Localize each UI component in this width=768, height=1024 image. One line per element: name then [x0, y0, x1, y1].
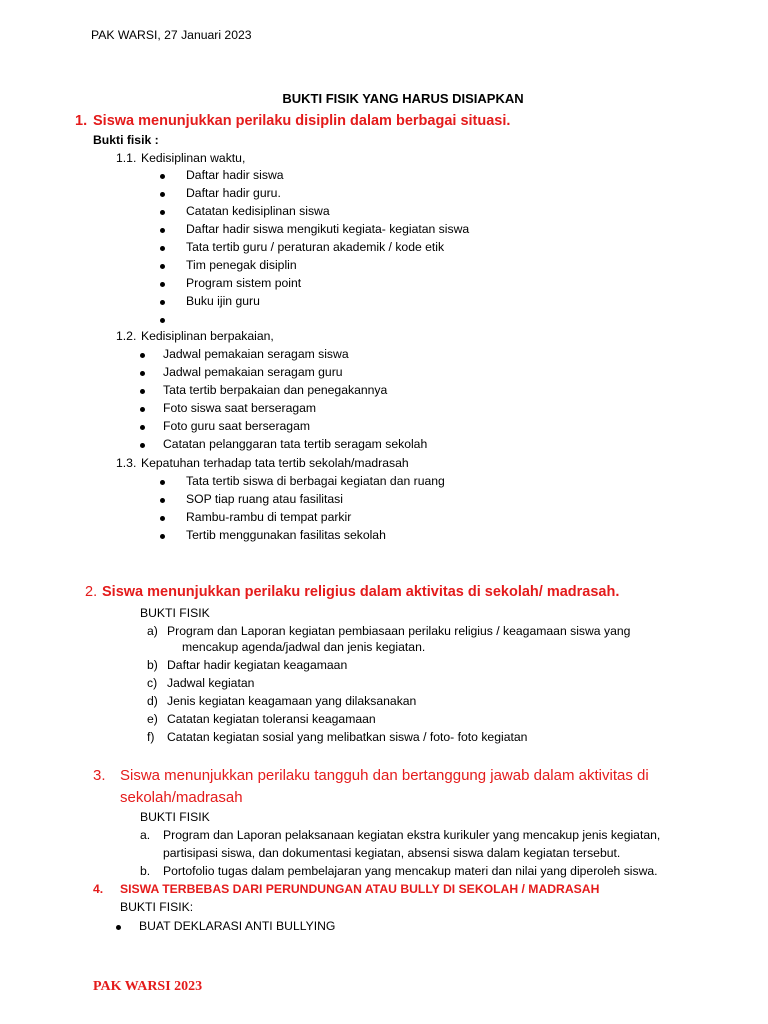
bullet-icon [160, 264, 165, 269]
section-1-heading: Siswa menunjukkan perilaku disiplin dalam berbagai situasi. [93, 113, 511, 129]
bullet-icon [160, 228, 165, 233]
list-marker: f) [147, 730, 155, 744]
list-item: Tata tertib siswa di berbagai kegiatan dan ruang [186, 474, 445, 488]
list-item: Catatan kedisiplinan siswa [186, 204, 330, 218]
page-footer: PAK WARSI 2023 [93, 979, 203, 994]
list-item: Buku ijin guru [186, 294, 260, 308]
subsection-1-3-label: Kepatuhan terhadap tata tertib sekolah/madrasah [141, 456, 409, 470]
list-item: Portofolio tugas dalam pembelajaran yang mencakup materi dan nilai yang diperoleh siswa. [163, 864, 658, 878]
list-item: Tim penegak disiplin [186, 258, 297, 272]
bullet-icon [140, 371, 145, 376]
list-item: Catatan pelanggaran tata tertib seragam sekolah [163, 437, 428, 451]
list-item: Program dan Laporan kegiatan pembiasaan perilaku religius / keagamaan siswa yang [167, 624, 631, 638]
list-item: Tata tertib guru / peraturan akademik / kode etik [186, 240, 445, 254]
subsection-1-2-label: Kedisiplinan berpakaian, [141, 329, 274, 343]
list-item: Tertib menggunakan fasilitas sekolah [186, 528, 386, 542]
page-header: PAK WARSI, 27 Januari 2023 [91, 28, 252, 42]
bullet-icon [160, 192, 165, 197]
list-item: Daftar hadir siswa [186, 168, 284, 182]
bullet-icon [160, 282, 165, 287]
list-item: Catatan kegiatan toleransi keagamaan [167, 712, 376, 726]
section-4-heading: SISWA TERBEBAS DARI PERUNDUNGAN ATAU BULLY DI SEKOLAH / MADRASAH [120, 882, 600, 896]
subsection-1-1-label: Kedisiplinan waktu, [141, 151, 246, 165]
list-item: Jadwal pemakaian seragam guru [163, 365, 343, 379]
bullet-icon [140, 443, 145, 448]
list-item-continuation: partisipasi siswa, dan dokumentasi kegiatan, absensi siswa dalam kegiatan tersebut. [163, 846, 621, 860]
list-item: Jenis kegiatan keagamaan yang dilaksanakan [167, 694, 417, 708]
list-item: Rambu-rambu di tempat parkir [186, 510, 352, 524]
section-3-heading-line2: sekolah/madrasah [120, 789, 243, 806]
bullet-icon [140, 425, 145, 430]
bullet-icon [140, 389, 145, 394]
bullet-icon [160, 318, 165, 323]
bullet-icon [140, 353, 145, 358]
bullet-icon [160, 498, 165, 503]
section-1-bukti-label: Bukti fisik : [93, 133, 159, 147]
list-marker: d) [147, 694, 158, 708]
section-3-number: 3. [93, 767, 106, 784]
list-marker: c) [147, 676, 158, 690]
list-item: Program sistem point [186, 276, 302, 290]
section-4-number: 4. [93, 882, 104, 896]
list-item-continuation: mencakup agenda/jadwal dan jenis kegiatan. [182, 640, 426, 654]
subsection-1-1-number: 1.1. [116, 151, 137, 165]
section-3-heading-line1: Siswa menunjukkan perilaku tangguh dan bertanggung jawab dalam aktivitas di [120, 767, 649, 784]
section-1-number: 1. [75, 113, 88, 129]
list-marker: b) [147, 658, 158, 672]
subsection-1-2-number: 1.2. [116, 329, 137, 343]
list-item: BUAT DEKLARASI ANTI BULLYING [139, 919, 336, 933]
bullet-icon [160, 516, 165, 521]
list-item: Daftar hadir siswa mengikuti kegiata- kegiatan siswa [186, 222, 470, 236]
bullet-icon [160, 246, 165, 251]
list-item: Foto guru saat berseragam [163, 419, 311, 433]
list-item: Jadwal pemakaian seragam siswa [163, 347, 349, 361]
list-marker: e) [147, 712, 158, 726]
list-item: SOP tiap ruang atau fasilitasi [186, 492, 343, 506]
list-item: Jadwal kegiatan [167, 676, 255, 690]
list-marker: a) [147, 624, 158, 638]
section-2-number: 2. [85, 584, 98, 600]
section-2-heading: Siswa menunjukkan perilaku religius dalam aktivitas di sekolah/ madrasah. [102, 584, 620, 600]
list-item: Daftar hadir kegiatan keagamaan [167, 658, 348, 672]
subsection-1-3-number: 1.3. [116, 456, 137, 470]
bullet-icon [160, 210, 165, 215]
bullet-icon [140, 407, 145, 412]
document-title: BUKTI FISIK YANG HARUS DISIAPKAN [282, 91, 524, 106]
section-4-bukti-label: BUKTI FISIK: [120, 900, 194, 914]
list-item: Daftar hadir guru. [186, 186, 281, 200]
bullet-icon [160, 300, 165, 305]
section-3-bukti-label: BUKTI FISIK [140, 810, 210, 824]
bullet-icon [160, 480, 165, 485]
list-item: Catatan kegiatan sosial yang melibatkan siswa / foto- foto kegiatan [167, 730, 528, 744]
section-2-bukti-label: BUKTI FISIK [140, 606, 210, 620]
bullet-icon [160, 534, 165, 539]
list-marker: a. [140, 828, 151, 842]
list-item: Tata tertib berpakaian dan penegakannya [163, 383, 388, 397]
bullet-icon [116, 925, 121, 930]
list-item: Program dan Laporan pelaksanaan kegiatan ekstra kurikuler yang mencakup jenis kegiatan, [163, 828, 661, 842]
list-item: Foto siswa saat berseragam [163, 401, 317, 415]
list-marker: b. [140, 864, 151, 878]
bullet-icon [160, 174, 165, 179]
